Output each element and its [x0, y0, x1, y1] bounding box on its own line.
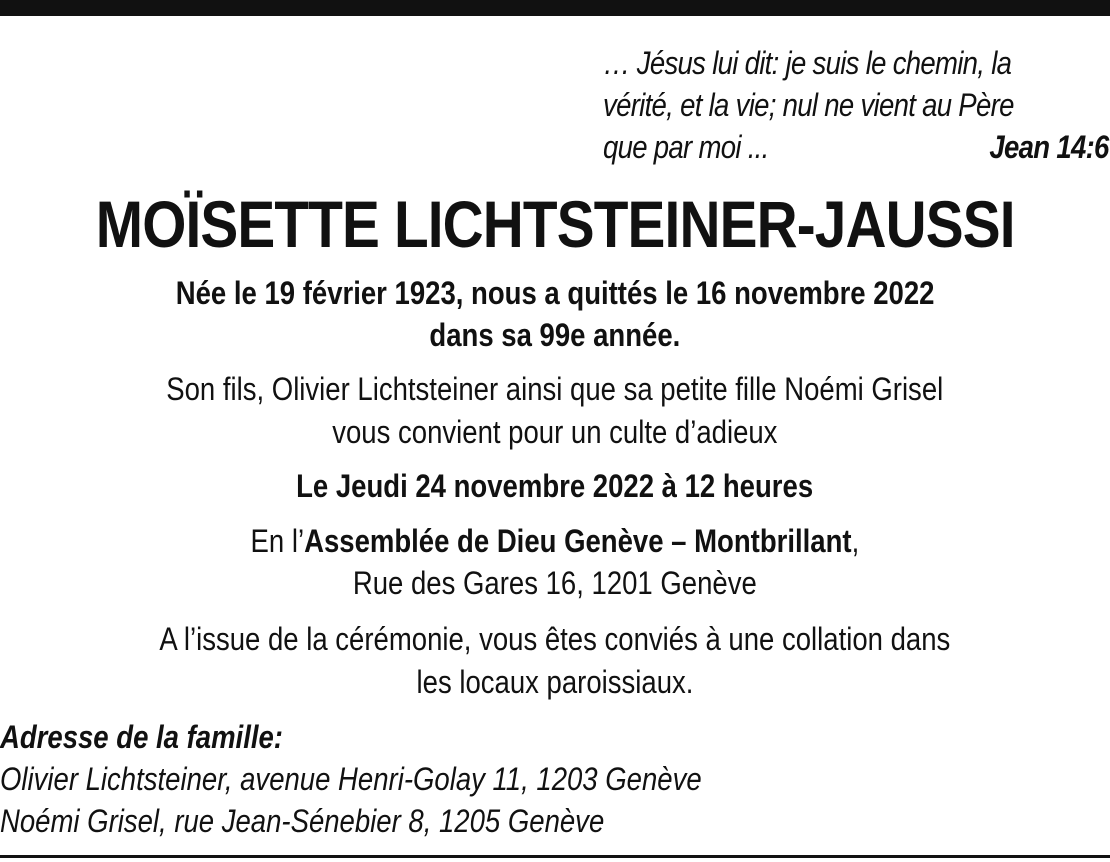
deceased-name [0, 184, 1110, 264]
place-name: Assemblée de Dieu Genève – Montbrillant [304, 523, 852, 559]
service-place-text [251, 520, 860, 562]
quote-line-2: vérité, et la vie; nul ne vient au Père [603, 87, 1014, 123]
announcement-line-1-text: Son fils, Olivier Lichtsteiner ainsi que sa petite fille Noémi Grisel [166, 371, 944, 407]
place-prefix: En l’ [250, 523, 305, 559]
family-address-2: Noémi Grisel, rue Jean-Sénebier 8, 1205 Genève [0, 803, 605, 839]
reception-line-2 [0, 661, 1110, 703]
announcement-line-2 [0, 411, 1110, 453]
place-suffix: , [851, 523, 860, 559]
dates-line-1 [0, 272, 1110, 314]
family-address-1: Olivier Lichtsteiner, avenue Henri-Golay 11, 1203 Genève [0, 761, 702, 797]
service-datetime [0, 465, 1110, 507]
quote-line-1: … Jésus lui dit: je suis le chemin, la [603, 45, 1012, 81]
family-address-block [0, 716, 702, 842]
service-datetime-text: Le Jeudi 24 novembre 2022 à 12 heures [296, 468, 814, 504]
quote-line-3 [603, 126, 1109, 168]
bottom-rule [0, 855, 1110, 858]
bible-quote [603, 42, 1109, 168]
dates-line-1-text: Née le 19 février 1923, nous a quittés le 16 novembre 2022 [175, 275, 935, 311]
top-rule [0, 0, 1110, 16]
dates-line-2-text: dans sa 99e année. [429, 317, 681, 353]
reception-line-2-text: les locaux paroissiaux. [416, 664, 694, 700]
quote-reference: Jean 14:6 [989, 129, 1109, 165]
family-heading: Adresse de la famille: [0, 719, 283, 755]
announcement-line-2-text: vous convient pour un culte d’adieux [332, 414, 778, 450]
service-place [0, 520, 1110, 562]
quote-line-3-text: que par moi ... [603, 129, 769, 165]
reception-line-1 [0, 618, 1110, 660]
announcement-line-1 [0, 368, 1110, 410]
service-address-text: Rue des Gares 16, 1201 Genève [353, 565, 757, 601]
deceased-name-text: MOÏSETTE LICHTSTEINER-JAUSSI [95, 187, 1015, 261]
reception-line-1-text: A l’issue de la cérémonie, vous êtes conviés à une collation dans [159, 621, 951, 657]
service-address [0, 562, 1110, 604]
dates-line-2 [0, 314, 1110, 356]
